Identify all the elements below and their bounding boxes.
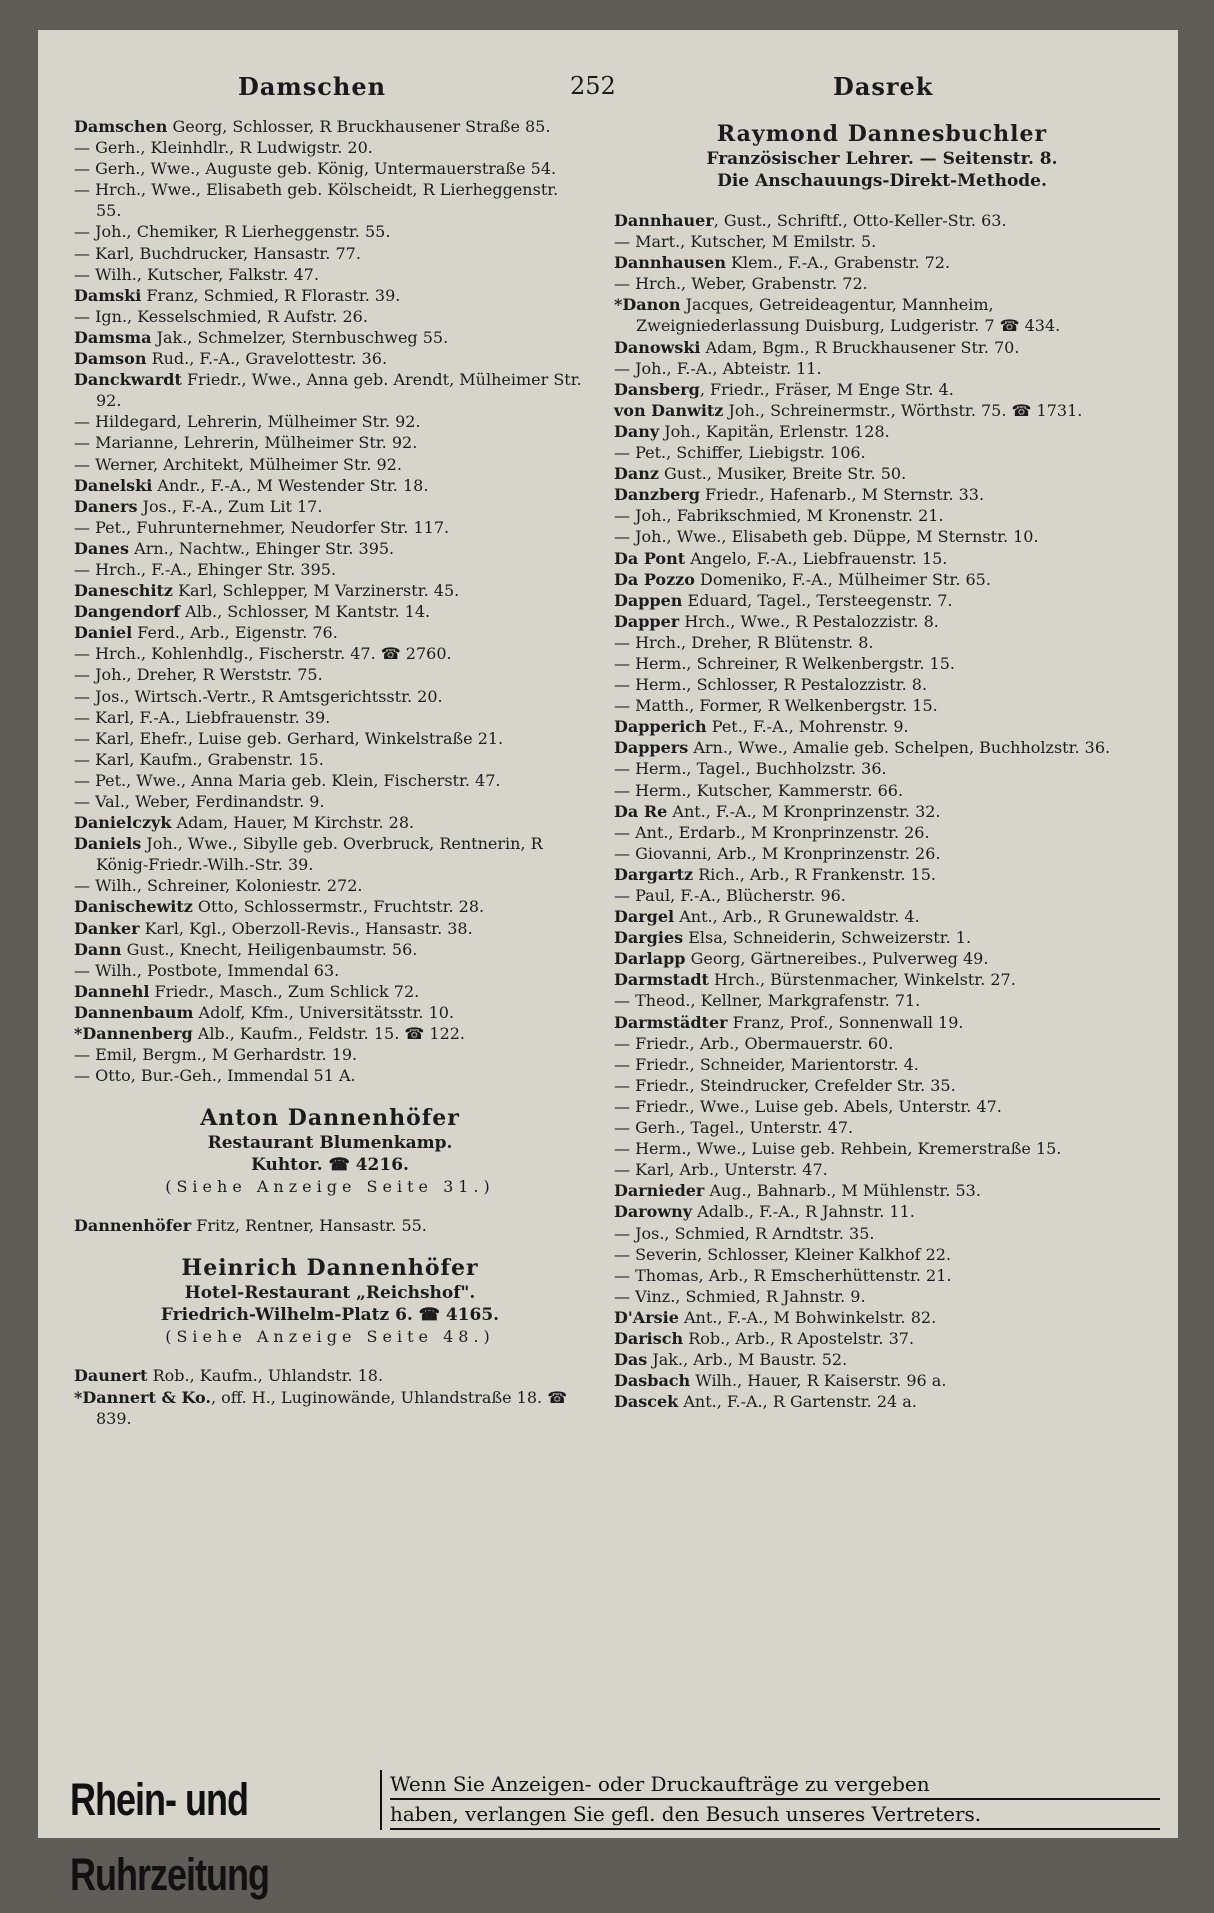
directory-entry — [74, 1044, 586, 1065]
directory-entry — [74, 728, 586, 749]
entry-surname: Damsma — [74, 327, 152, 347]
directory-entry — [74, 749, 586, 770]
directory-entry — [74, 1065, 586, 1086]
entry-surname: Darnieder — [614, 1181, 705, 1201]
entry-details: Jak., Schmelzer, Sternbuschweg 55. — [151, 327, 449, 347]
spacer — [74, 1351, 586, 1365]
entry-details: Ant., Arb., R Grunewaldstr. 4. — [674, 907, 920, 927]
entry-details: , Gust., Schriftf., Otto-Keller-Str. 63. — [713, 211, 1007, 230]
banner-line-1: Wenn Sie Anzeigen- oder Druckaufträge zu vergeben — [390, 1770, 1160, 1800]
entry-details: Karl, Schlepper, M Varzinerstr. 45. — [173, 581, 460, 601]
directory-entry — [614, 737, 1150, 758]
directory-entry — [614, 716, 1150, 737]
ad-title: Anton Dannenhöfer — [200, 1105, 460, 1132]
entry-details: — Herm., Schlosser, R Pestalozzistr. 8. — [614, 675, 928, 695]
entry-surname: Dasbach — [614, 1371, 691, 1391]
directory-entry — [74, 137, 586, 158]
entry-details: — Wilh., Schreiner, Koloniestr. 272. — [74, 876, 363, 896]
directory-entry — [74, 1387, 586, 1429]
entry-details: — Hrch., Dreher, R Blütenstr. 8. — [614, 632, 874, 652]
entry-details: Karl, Kgl., Oberzoll-Revis., Hansastr. 38. — [139, 918, 473, 938]
directory-entry — [614, 337, 1150, 358]
entry-details: Gust., Knecht, Heiligenbaumstr. 56. — [121, 939, 418, 959]
spacer — [74, 1086, 586, 1100]
directory-entry — [74, 960, 586, 981]
directory-entry — [74, 538, 586, 559]
entry-details: — Hrch., Kohlenhdlg., Fischerstr. 47. ☎ 2760. — [74, 644, 452, 664]
entry-details: — Wilh., Postbote, Immendal 63. — [74, 960, 340, 980]
ad-line: Friedrich-Wilhelm-Platz 6. ☎ 4165. — [160, 1305, 500, 1326]
entry-details: — Herm., Schreiner, R Welkenbergstr. 15. — [614, 653, 955, 673]
entry-details: — Joh., Dreher, R Werststr. 75. — [74, 665, 323, 685]
directory-entry — [74, 707, 586, 728]
directory-entry — [74, 454, 586, 475]
directory-entry — [74, 643, 586, 664]
entry-surname: *Dannenberg — [74, 1024, 193, 1044]
directory-entry — [614, 611, 1150, 632]
directory-entry — [74, 580, 586, 601]
entry-surname: Darisch — [614, 1328, 684, 1348]
directory-entry — [614, 1391, 1150, 1412]
entry-surname: Dascek — [614, 1392, 679, 1412]
entry-details: Aug., Bahnarb., M Mühlenstr. 53. — [704, 1181, 981, 1201]
directory-entry — [614, 569, 1150, 590]
entry-details: Otto, Schlossermstr., Fruchtstr. 28. — [192, 897, 485, 917]
entry-surname: Daniel — [74, 623, 133, 643]
entry-surname: Damson — [74, 349, 147, 369]
directory-entry — [614, 421, 1150, 442]
directory-entry — [74, 158, 586, 179]
heinrich-dannenhoefer-ad — [74, 1254, 586, 1347]
directory-entry — [614, 758, 1150, 779]
directory-entry — [614, 906, 1150, 927]
ad-line: (Siehe Anzeige Seite 31.) — [165, 1177, 495, 1197]
directory-entry — [614, 231, 1150, 252]
entry-surname: Dargel — [614, 907, 675, 927]
entry-details: — Pet., Schiffer, Liebigstr. 106. — [614, 443, 866, 463]
entry-details: — Karl, F.-A., Liebfrauenstr. 39. — [74, 707, 331, 727]
spacer — [74, 1201, 586, 1215]
entry-details: — Gerh., Tagel., Unterstr. 47. — [614, 1118, 854, 1138]
left-running-head: Damschen — [238, 72, 387, 101]
directory-entry — [614, 969, 1150, 990]
entry-surname: Darmstadt — [614, 970, 709, 990]
raymond-dannesbuchler-ad — [614, 120, 1150, 192]
entry-details: — Pet., Wwe., Anna Maria geb. Klein, Fischerstr. 47. — [74, 770, 501, 790]
anton-dannenhoefer-ad — [74, 1104, 586, 1197]
directory-entry — [614, 1244, 1150, 1265]
directory-entry — [74, 116, 586, 137]
directory-entry — [74, 875, 586, 896]
directory-entry — [614, 1370, 1150, 1391]
entry-details: , Friedr., Fräser, M Enge Str. 4. — [699, 379, 954, 399]
entry-details: Joh., Schreinermstr., Wörthstr. 75. ☎ 1731. — [723, 400, 1083, 420]
entry-details: Adolf, Kfm., Universitätsstr. 10. — [193, 1002, 455, 1022]
ad-title: Raymond Dannesbuchler — [716, 121, 1048, 147]
directory-entry — [74, 496, 586, 517]
entry-details: Joh., Kapitän, Erlenstr. 128. — [659, 421, 890, 441]
entry-surname: Danielczyk — [74, 813, 172, 833]
directory-entry — [614, 632, 1150, 653]
entry-surname: Daniels — [74, 834, 142, 854]
directory-entry — [74, 1023, 586, 1044]
directory-entry — [74, 686, 586, 707]
entry-details: Pet., F.-A., Mohrenstr. 9. — [706, 717, 909, 737]
directory-entry — [614, 358, 1150, 379]
directory-entry — [614, 252, 1150, 273]
entry-details: — Marianne, Lehrerin, Mülheimer Str. 92. — [74, 433, 418, 453]
entry-details: — Pet., Fuhrunternehmer, Neudorfer Str. 117. — [74, 517, 450, 537]
entry-details: Jak., Arb., M Baustr. 52. — [647, 1350, 848, 1370]
entry-surname: Damschen — [74, 117, 168, 136]
entry-surname: Danker — [74, 918, 140, 938]
entry-surname: Dannehl — [74, 981, 150, 1001]
directory-entry — [614, 400, 1150, 421]
directory-entry — [614, 653, 1150, 674]
entry-details: — Mart., Kutscher, M Emilstr. 5. — [614, 232, 877, 252]
directory-entry — [614, 1201, 1150, 1222]
directory-entry — [614, 463, 1150, 484]
directory-entry — [614, 1349, 1150, 1370]
entry-details: — Karl, Buchdrucker, Hansastr. 77. — [74, 243, 361, 263]
entry-details: — Gerh., Kleinhdlr., R Ludwigstr. 20. — [74, 138, 373, 158]
directory-entry — [614, 1223, 1150, 1244]
entry-surname: Darowny — [614, 1202, 693, 1222]
directory-entry — [614, 1117, 1150, 1138]
directory-entry — [74, 285, 586, 306]
entry-surname: Dannenhöfer — [74, 1216, 192, 1236]
entry-details: — Joh., Wwe., Elisabeth geb. Düppe, M Sternstr. 10. — [614, 527, 1039, 547]
entry-surname: Dappen — [614, 590, 683, 610]
entry-details: — Ign., Kesselschmied, R Aufstr. 26. — [74, 306, 368, 326]
entry-details: — Matth., Former, R Welkenbergstr. 15. — [614, 696, 938, 716]
entry-details: — Thomas, Arb., R Emscherhüttenstr. 21. — [614, 1265, 952, 1285]
entry-details: — Herm., Tagel., Buchholzstr. 36. — [614, 759, 887, 779]
directory-entry — [74, 327, 586, 348]
entry-surname: Darmstädter — [614, 1012, 728, 1032]
directory-entry — [614, 1265, 1150, 1286]
entry-details: Hrch., Bürstenmacher, Winkelstr. 27. — [708, 970, 1016, 990]
entry-details: Arn., Wwe., Amalie geb. Schelpen, Buchholzstr. 36. — [688, 738, 1111, 758]
entry-details: Friedr., Masch., Zum Schlick 72. — [149, 981, 420, 1001]
ad-line: Kuhtor. ☎ 4216. — [251, 1155, 409, 1176]
directory-entry — [74, 432, 586, 453]
entry-details: Georg, Schlosser, R Bruckhausener Straße 85. — [167, 117, 551, 136]
directory-entry — [614, 695, 1150, 716]
entry-details: — Hrch., F.-A., Ehinger Str. 395. — [74, 559, 337, 579]
directory-entry — [614, 990, 1150, 1011]
ad-title: Heinrich Dannenhöfer — [181, 1255, 479, 1282]
entry-details: — Hrch., Wwe., Elisabeth geb. Kölscheidt, R Lierheggenstr. 55. — [74, 180, 559, 221]
entry-details: Jacques, Getreideagentur, Mannheim, Zweigniederlassung Duisburg, Ludgeristr. 7 ☎ 434. — [636, 295, 1061, 336]
entry-surname: *Dannert & Ko. — [74, 1387, 211, 1407]
entry-surname: von Danwitz — [614, 400, 724, 420]
entry-surname: Danz — [614, 464, 659, 484]
directory-entry — [74, 918, 586, 939]
entry-surname: Danes — [74, 538, 130, 558]
entry-details: Andr., F.-A., M Westender Str. 18. — [152, 475, 429, 495]
directory-entry — [614, 379, 1150, 400]
directory-entry — [74, 896, 586, 917]
entry-details: — Karl, Ehefr., Luise geb. Gerhard, Winkelstraße 21. — [74, 728, 504, 748]
directory-entry — [74, 1365, 586, 1386]
entry-surname: Dapperich — [614, 717, 707, 737]
directory-entry — [614, 843, 1150, 864]
entry-details: Ant., F.-A., M Bohwinkelstr. 82. — [678, 1307, 937, 1327]
directory-entry — [74, 664, 586, 685]
entry-surname: Da Pont — [614, 548, 686, 568]
directory-entry — [74, 622, 586, 643]
entry-details: — Giovanni, Arb., M Kronprinzenstr. 26. — [614, 843, 941, 863]
entry-details: Franz, Prof., Sonnenwall 19. — [727, 1012, 964, 1032]
entry-details: Wilh., Hauer, R Kaiserstr. 96 a. — [690, 1371, 947, 1391]
entry-details: Alb., Schlosser, M Kantstr. 14. — [180, 602, 431, 622]
right-running-head: Dasrek — [833, 72, 934, 101]
entry-surname: Daneschitz — [74, 581, 173, 601]
entry-details: Adam, Hauer, M Kirchstr. 28. — [171, 813, 415, 833]
entry-details: — Hrch., Weber, Grabenstr. 72. — [614, 274, 868, 294]
entry-details: — Joh., Fabrikschmied, M Kronenstr. 21. — [614, 506, 944, 526]
directory-entry — [614, 1138, 1150, 1159]
entry-details: — Karl, Kaufm., Grabenstr. 15. — [74, 749, 324, 769]
directory-entry — [74, 348, 586, 369]
ad-line: Restaurant Blumenkamp. — [207, 1133, 453, 1154]
entry-details: — Friedr., Schneider, Marientorstr. 4. — [614, 1054, 919, 1074]
entry-surname: Dappers — [614, 738, 689, 758]
directory-entry — [614, 590, 1150, 611]
directory-entry — [74, 517, 586, 538]
entry-details: Rud., F.-A., Gravelottestr. 36. — [146, 349, 388, 369]
directory-entry — [74, 475, 586, 496]
entry-surname: Dapper — [614, 611, 680, 631]
directory-entry — [614, 1286, 1150, 1307]
entry-details: Adalb., F.-A., R Jahnstr. 11. — [692, 1202, 915, 1222]
ad-line: Französischer Lehrer. — Seitenstr. 8. — [706, 149, 1058, 169]
directory-entry — [74, 264, 586, 285]
directory-entry — [614, 548, 1150, 569]
entry-surname: Dannhauer — [614, 211, 714, 230]
entry-details: Ant., F.-A., R Gartenstr. 24 a. — [678, 1392, 917, 1412]
directory-entry — [74, 791, 586, 812]
entry-surname: Dannenbaum — [74, 1002, 194, 1022]
directory-entry — [74, 601, 586, 622]
spacer — [614, 196, 1150, 210]
entry-details: — Herm., Wwe., Luise geb. Rehbein, Kremerstraße 15. — [614, 1139, 1062, 1159]
entry-details: — Severin, Schlosser, Kleiner Kalkhof 22. — [614, 1244, 952, 1264]
entry-surname: D'Arsie — [614, 1307, 679, 1327]
entry-details: Adam, Bgm., R Bruckhausener Str. 70. — [700, 337, 1020, 357]
ad-line: Hotel-Restaurant „Reichshof". — [184, 1283, 476, 1304]
entry-surname: Daners — [74, 496, 138, 516]
directory-entry — [614, 1180, 1150, 1201]
directory-entry — [74, 306, 586, 327]
entry-details: — Joh., Chemiker, R Lierheggenstr. 55. — [74, 222, 391, 242]
entry-details: Hrch., Wwe., R Pestalozzistr. 8. — [679, 611, 939, 631]
entry-details: — Vinz., Schmied, R Jahnstr. 9. — [614, 1286, 866, 1306]
entry-details: Eduard, Tagel., Tersteegenstr. 7. — [682, 590, 953, 610]
directory-entry — [614, 1159, 1150, 1180]
directory-entry — [74, 411, 586, 432]
entry-details: — Ant., Erdarb., M Kronprinzenstr. 26. — [614, 822, 930, 842]
entry-surname: Daunert — [74, 1366, 148, 1386]
entry-surname: Dansberg — [614, 379, 700, 399]
entry-details: — Joh., F.-A., Abteistr. 11. — [614, 358, 822, 378]
directory-entry — [614, 273, 1150, 294]
entry-details: — Jos., Schmied, R Arndtstr. 35. — [614, 1223, 875, 1243]
directory-entry — [614, 674, 1150, 695]
directory-entry — [614, 822, 1150, 843]
directory-entry — [614, 885, 1150, 906]
entry-surname: Danzberg — [614, 485, 700, 505]
entry-details: — Paul, F.-A., Blücherstr. 96. — [614, 886, 846, 905]
directory-entry — [74, 243, 586, 264]
directory-entry — [614, 780, 1150, 801]
directory-entry — [614, 1033, 1150, 1054]
left-column — [74, 116, 586, 1429]
entry-surname: Danowski — [614, 337, 701, 357]
directory-entry — [614, 294, 1150, 336]
entry-surname: Danischewitz — [74, 897, 193, 917]
directory-entry — [74, 559, 586, 580]
directory-entry — [614, 1307, 1150, 1328]
entry-surname: Danelski — [74, 475, 153, 495]
directory-entry — [74, 833, 586, 875]
directory-entry — [614, 801, 1150, 822]
entry-details: , off. H., Luginowände, Uhlandstraße 18. ☎ 839. — [96, 1387, 568, 1428]
entry-details: Ant., F.-A., M Kronprinzenstr. 32. — [667, 801, 941, 821]
entry-surname: Da Re — [614, 801, 668, 821]
entry-details: Klem., F.-A., Grabenstr. 72. — [725, 253, 951, 273]
entry-details: Gust., Musiker, Breite Str. 50. — [658, 464, 907, 484]
entry-details: Joh., Wwe., Sibylle geb. Overbruck, Rentnerin, R König-Friedr.-Wilh.-Str. 39. — [96, 834, 543, 875]
rhein-ruhrzeitung-banner — [70, 1770, 1150, 1900]
ad-line: (Siehe Anzeige Seite 48.) — [165, 1327, 495, 1347]
directory-entry — [74, 179, 586, 221]
entry-details: Rich., Arb., R Frankenstr. 15. — [693, 864, 936, 884]
entry-details: Rob., Kaufm., Uhlandstr. 18. — [147, 1366, 384, 1386]
directory-entry — [614, 1012, 1150, 1033]
entry-details: — Val., Weber, Ferdinandstr. 9. — [74, 792, 325, 811]
entry-details: Alb., Kaufm., Feldstr. 15. ☎ 122. — [192, 1024, 466, 1044]
banner-logo-text: Rhein- und Ruhrzeitung — [70, 1773, 269, 1900]
entry-details: — Gerh., Wwe., Auguste geb. König, Untermauerstraße 54. — [74, 159, 557, 179]
directory-page — [38, 30, 1178, 1900]
entry-details: — Werner, Architekt, Mülheimer Str. 92. — [74, 454, 402, 474]
entry-surname: Dann — [74, 939, 122, 959]
banner-slogan — [380, 1770, 1160, 1830]
entry-details: — Friedr., Arb., Obermauerstr. 60. — [614, 1033, 894, 1053]
directory-entry — [614, 1054, 1150, 1075]
page-number: 252 — [570, 72, 616, 100]
spacer — [74, 1236, 586, 1250]
entry-surname: Dany — [614, 421, 660, 441]
entry-surname: Da Pozzo — [614, 569, 695, 589]
entry-surname: Dargies — [614, 928, 684, 948]
entry-surname: Das — [614, 1350, 648, 1370]
directory-entry — [614, 948, 1150, 969]
entry-details: — Hildegard, Lehrerin, Mülheimer Str. 92. — [74, 412, 421, 432]
directory-entry — [614, 442, 1150, 463]
directory-entry — [74, 1002, 586, 1023]
entry-details: — Wilh., Kutscher, Falkstr. 47. — [74, 264, 319, 284]
entry-details: Angelo, F.-A., Liebfrauenstr. 15. — [685, 548, 948, 568]
directory-entry — [74, 369, 586, 411]
entry-details: — Otto, Bur.-Geh., Immendal 51 A. — [74, 1066, 356, 1086]
entry-surname: *Danon — [614, 295, 681, 315]
entry-details: Ferd., Arb., Eigenstr. 76. — [132, 623, 338, 643]
entry-details: Friedr., Wwe., Anna geb. Arendt, Mülheimer Str. 92. — [96, 370, 582, 411]
entry-details: Domeniko, F.-A., Mülheimer Str. 65. — [694, 569, 991, 589]
entry-surname: Dangendorf — [74, 602, 181, 622]
directory-entry — [74, 812, 586, 833]
entry-details: Rob., Arb., R Apostelstr. 37. — [683, 1328, 915, 1348]
entry-details: — Herm., Kutscher, Kammerstr. 66. — [614, 780, 904, 800]
directory-entry — [74, 1215, 586, 1236]
directory-entry — [74, 770, 586, 791]
entry-details: — Emil, Bergm., M Gerhardstr. 19. — [74, 1045, 358, 1065]
directory-entry — [614, 484, 1150, 505]
entry-details: Elsa, Schneiderin, Schweizerstr. 1. — [683, 928, 972, 948]
directory-entry — [614, 1075, 1150, 1096]
ad-line: Die Anschauungs-Direkt-Methode. — [717, 171, 1047, 191]
entry-details: Georg, Gärtnereibes., Pulverweg 49. — [685, 949, 989, 969]
directory-entry — [614, 505, 1150, 526]
directory-entry — [614, 526, 1150, 547]
entry-details: Arn., Nachtw., Ehinger Str. 395. — [129, 538, 395, 558]
directory-entry — [614, 1096, 1150, 1117]
entry-surname: Dannhausen — [614, 253, 726, 273]
entry-details: Friedr., Hafenarb., M Sternstr. 33. — [699, 485, 985, 505]
entry-details: — Friedr., Steindrucker, Crefelder Str. 35. — [614, 1075, 956, 1095]
entry-details: — Karl, Arb., Unterstr. 47. — [614, 1160, 828, 1180]
banner-line-2: haben, verlangen Sie gefl. den Besuch unseres Vertreters. — [390, 1800, 1160, 1830]
directory-entry — [614, 864, 1150, 885]
directory-entry — [74, 221, 586, 242]
entry-details: Jos., F.-A., Zum Lit 17. — [137, 496, 323, 516]
right-column — [614, 116, 1150, 1412]
entry-details: Fritz, Rentner, Hansastr. 55. — [191, 1216, 427, 1236]
entry-details: — Theod., Kellner, Markgrafenstr. 71. — [614, 991, 921, 1011]
directory-entry — [74, 939, 586, 960]
directory-entry — [614, 210, 1150, 231]
entry-surname: Danckwardt — [74, 370, 182, 390]
directory-entry — [614, 1328, 1150, 1349]
directory-entry — [74, 981, 586, 1002]
entry-surname: Darlapp — [614, 949, 686, 969]
directory-entry — [614, 927, 1150, 948]
entry-details: — Jos., Wirtsch.-Vertr., R Amtsgerichtsstr. 20. — [74, 686, 443, 706]
entry-details: Franz, Schmied, R Florastr. 39. — [141, 285, 401, 305]
entry-surname: Damski — [74, 285, 142, 305]
entry-surname: Dargartz — [614, 864, 694, 884]
entry-details: — Friedr., Wwe., Luise geb. Abels, Unterstr. 47. — [614, 1096, 1002, 1116]
